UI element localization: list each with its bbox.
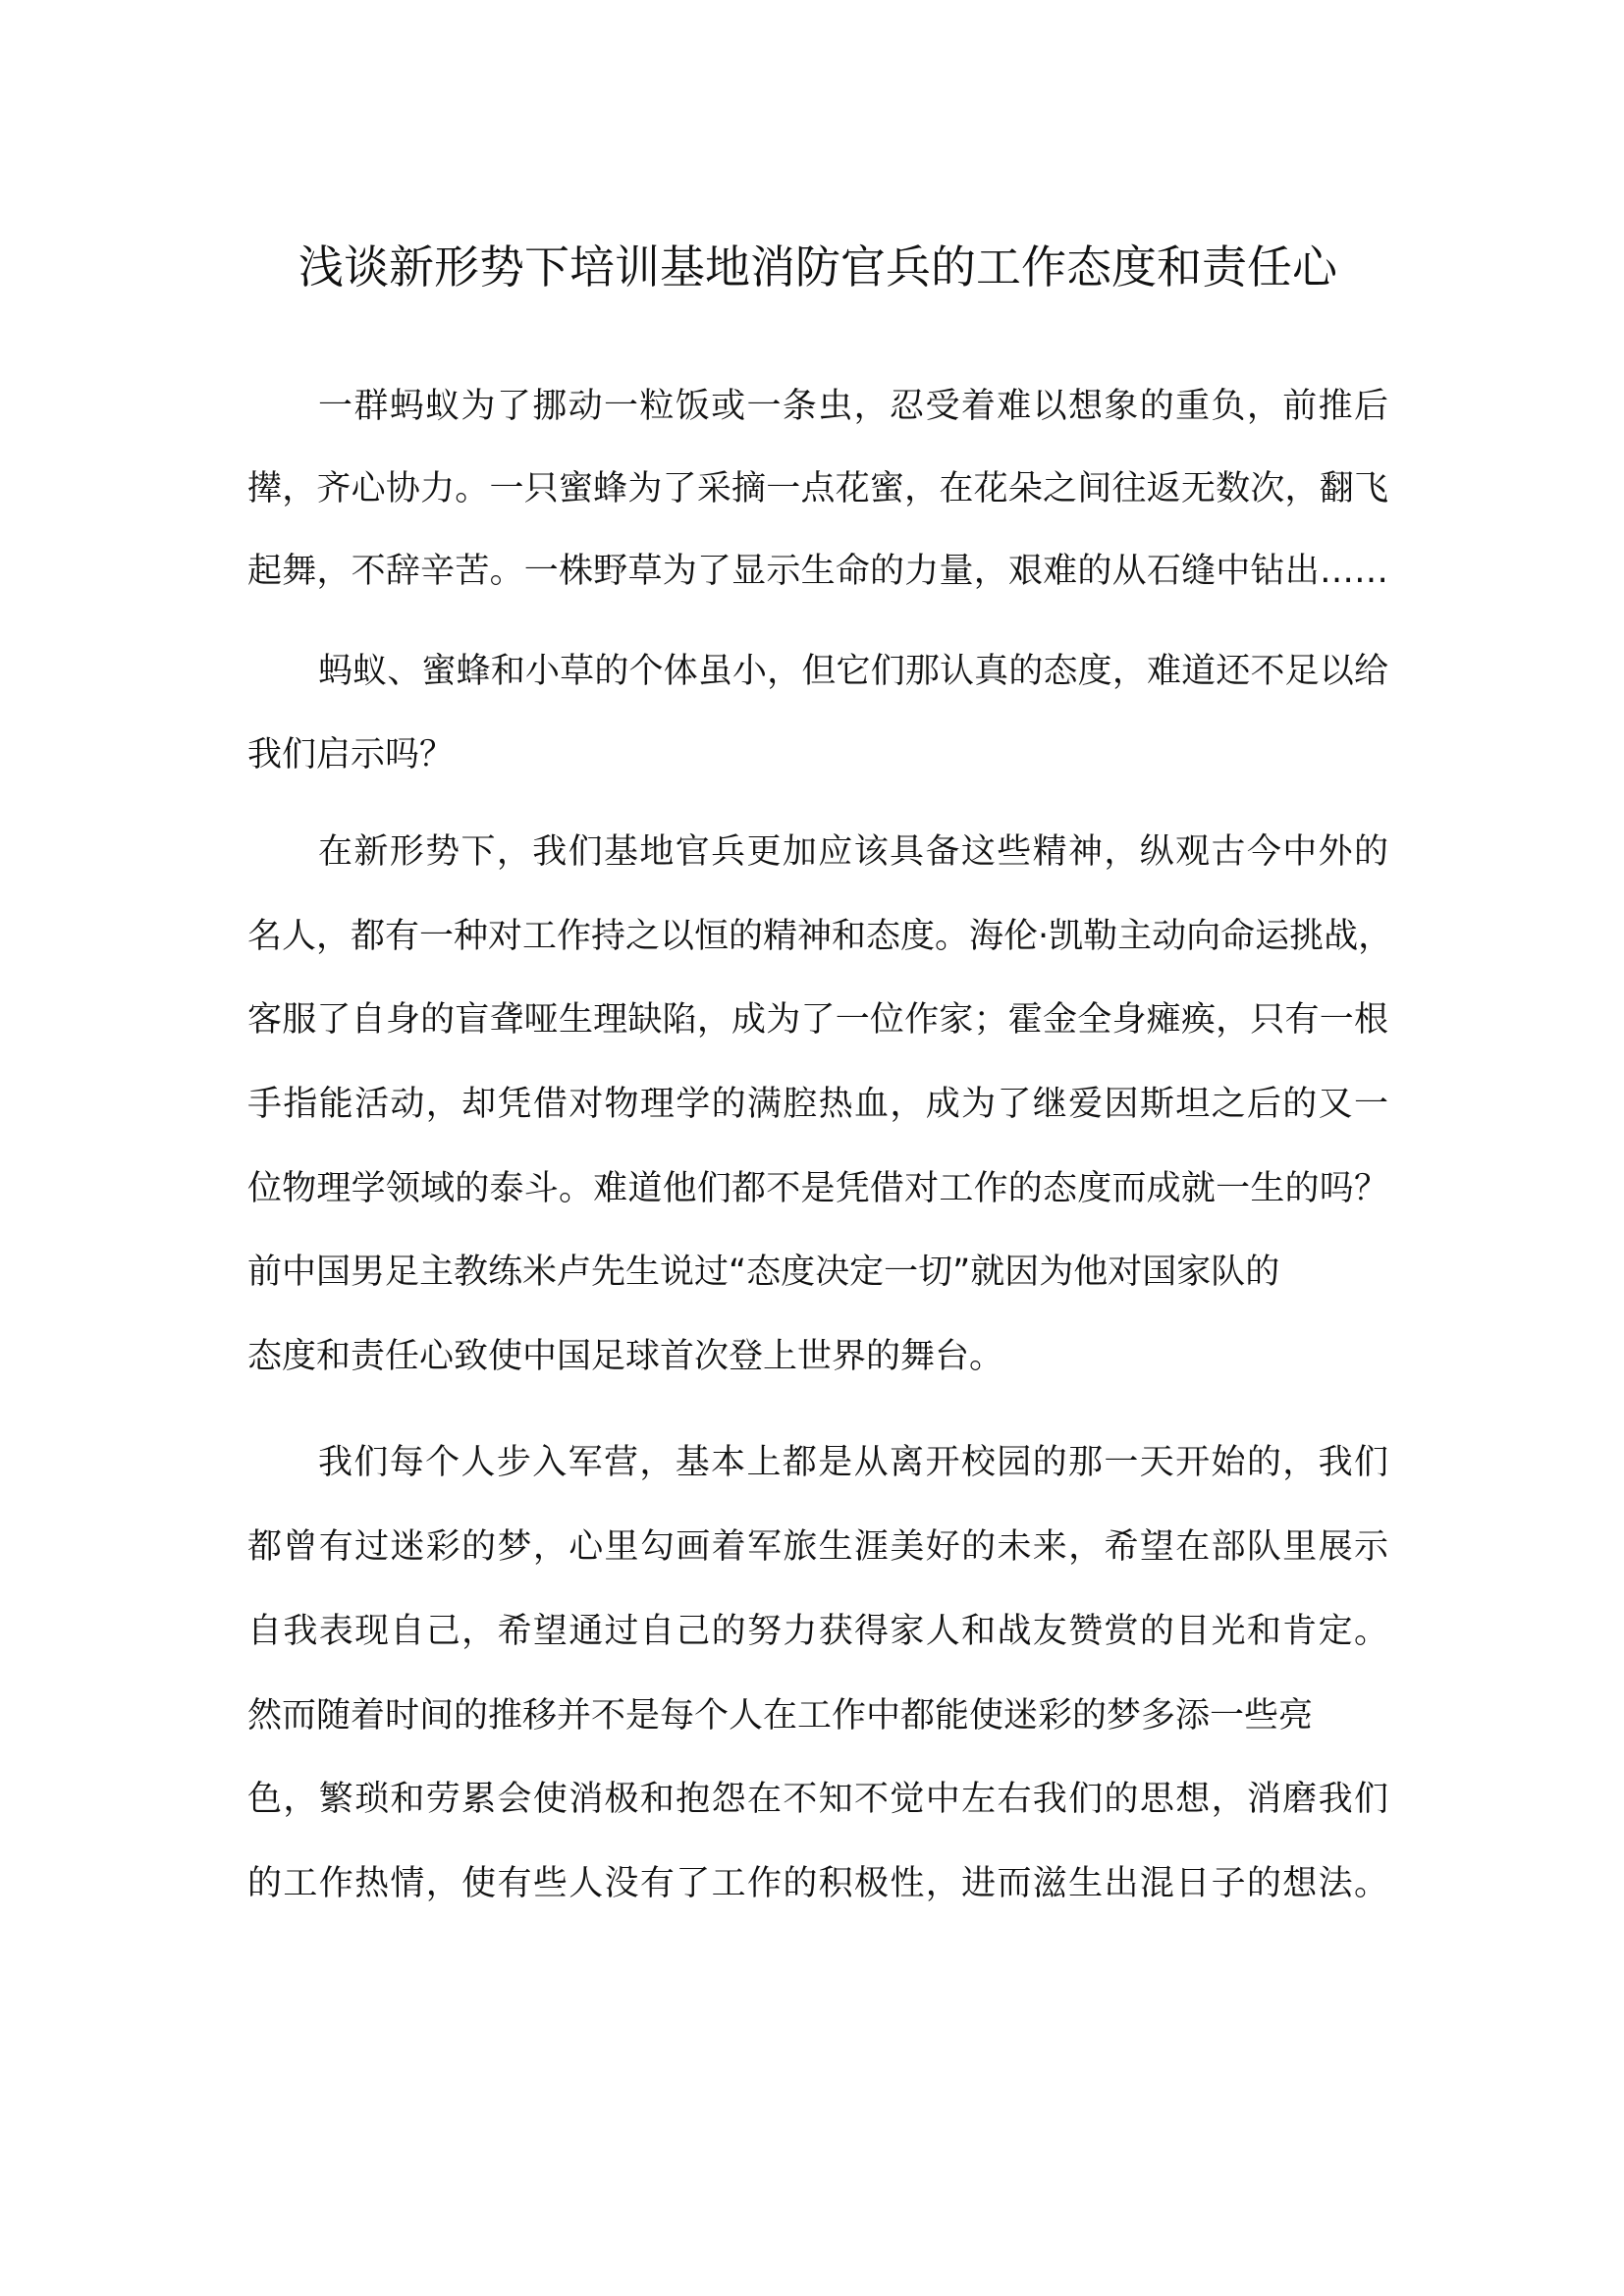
text-line: 态度和责任心致使中国足球首次登上世界的舞台。 bbox=[247, 1337, 1004, 1376]
text-line: 自我表现自己，希望通过自己的努力获得家人和战友赞赏的目光和肯定。 bbox=[247, 1612, 1388, 1651]
text-line: 手指能活动，却凭借对物理学的满腔热血，成为了继爱因斯坦之后的又一 bbox=[247, 1085, 1388, 1124]
text-line: 客服了自身的盲聋哑生理缺陷，成为了一位作家；霍金全身瘫痪，只有一根 bbox=[247, 1000, 1388, 1040]
text-line: 一群蚂蚁为了挪动一粒饭或一条虫，忍受着难以想象的重负，前推后 bbox=[318, 387, 1388, 426]
text-line: 蚂蚁、蜜蜂和小草的个体虽小，但它们那认真的态度，难道还不足以给 bbox=[318, 652, 1388, 691]
text-line: 我们每个人步入军营，基本上都是从离开校园的那一天开始的，我们 bbox=[318, 1443, 1388, 1482]
text-line: 撵，齐心协力。一只蜜蜂为了采摘一点花蜜，在花朵之间往返无数次，翻飞 bbox=[247, 469, 1388, 508]
text-line: 前中国男足主教练米卢先生说过“态度决定一切”就因为他对国家队的 bbox=[247, 1253, 1280, 1292]
text-line: 在新形势下，我们基地官兵更加应该具备这些精神，纵观古今中外的 bbox=[318, 832, 1388, 872]
text-line: 位物理学领域的泰斗。难道他们都不是凭借对工作的态度而成就一生的吗？ bbox=[247, 1169, 1388, 1208]
text-line: 然而随着时间的推移并不是每个人在工作中都能使迷彩的梦多添一些亮 bbox=[247, 1696, 1314, 1735]
text-line: 色，繁琐和劳累会使消极和抱怨在不知不觉中左右我们的思想，消磨我们 bbox=[247, 1780, 1388, 1819]
document-title: 浅谈新形势下培训基地消防官兵的工作态度和责任心 bbox=[298, 240, 1337, 294]
text-line: 都曾有过迷彩的梦，心里勾画着军旅生涯美好的未来，希望在部队里展示 bbox=[247, 1527, 1388, 1567]
text-line: 我们启示吗？ bbox=[247, 735, 455, 774]
text-line: 的工作热情，使有些人没有了工作的积极性，进而滋生出混日子的想法。 bbox=[247, 1864, 1388, 1903]
text-line: 起舞，不辞辛苦。一株野草为了显示生命的力量，艰难的从石缝中钻出…… bbox=[247, 552, 1388, 591]
text-line: 名人，都有一种对工作持之以恒的精神和态度。海伦·凯勒主动向命运挑战， bbox=[247, 917, 1393, 956]
